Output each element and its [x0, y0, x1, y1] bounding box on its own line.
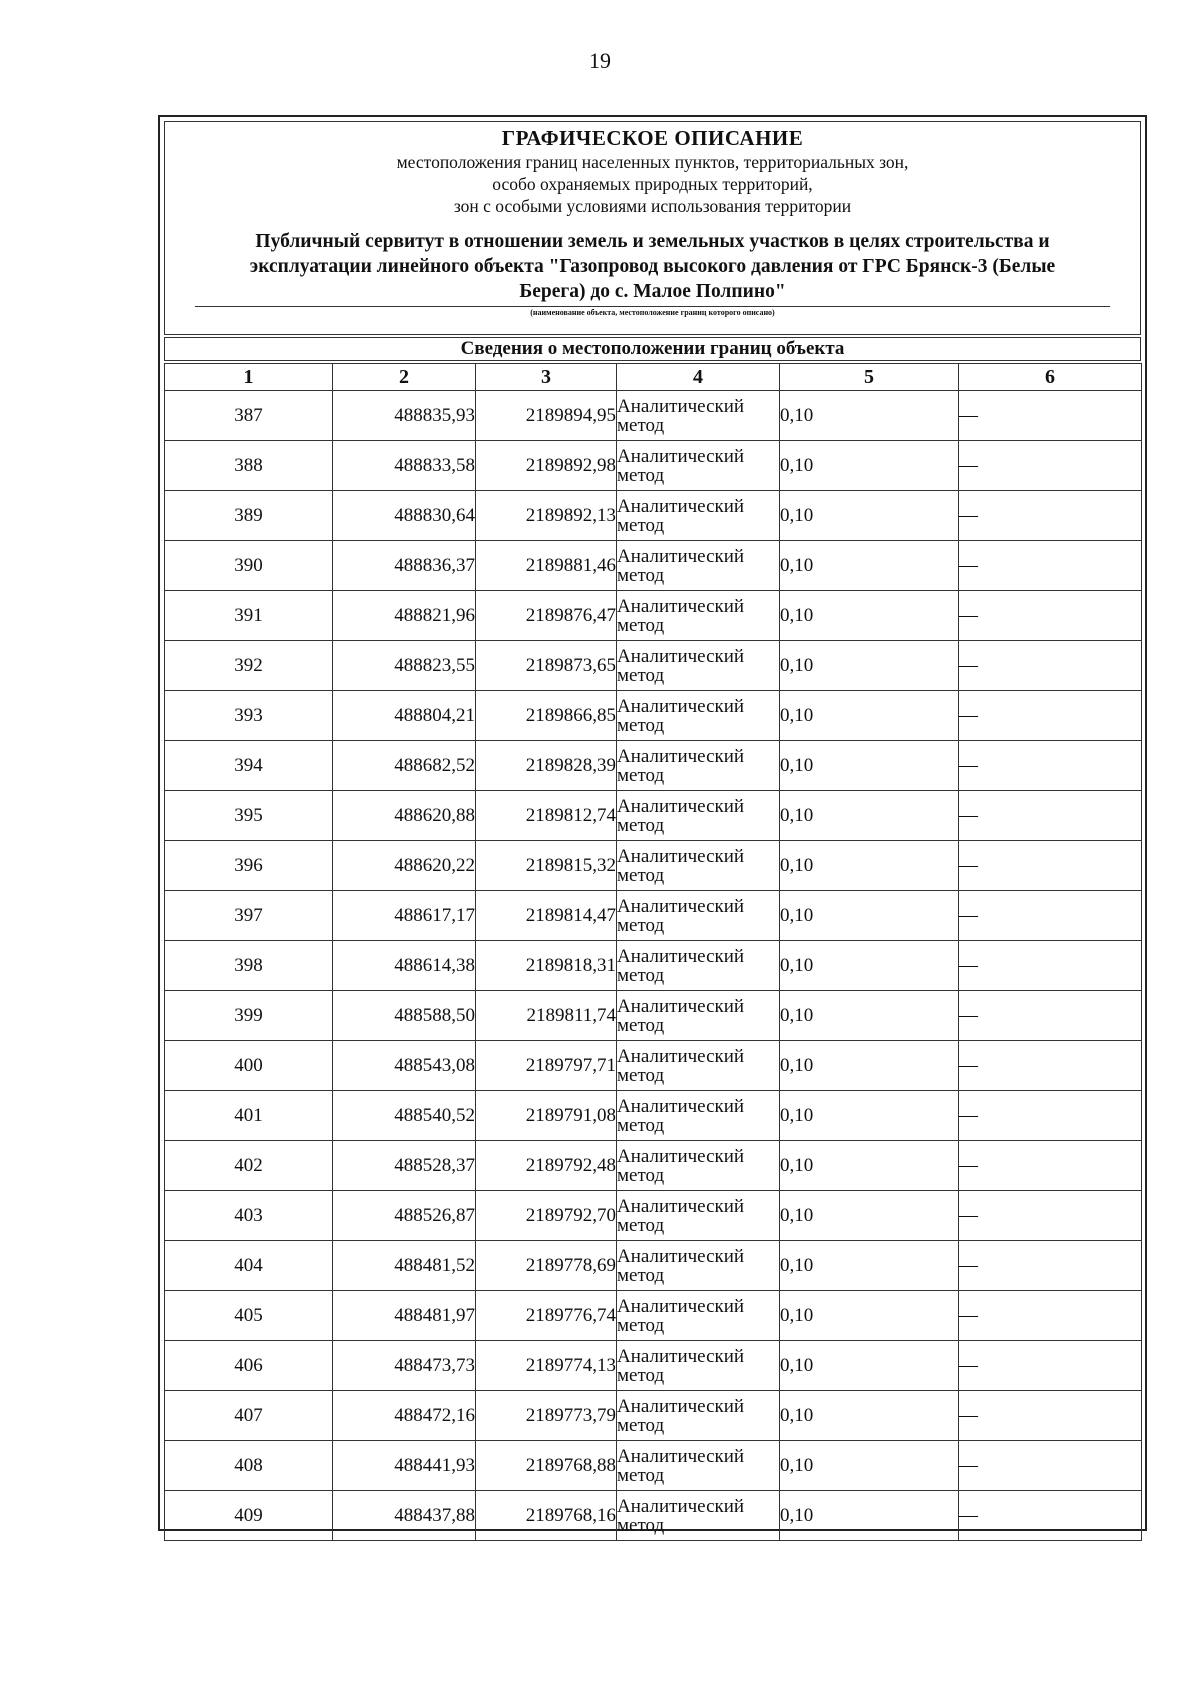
method-cell	[617, 1391, 780, 1441]
error-value: 0,10	[780, 1241, 959, 1291]
x-coordinate: 488473,73	[333, 1341, 476, 1391]
x-coordinate: 488540,52	[333, 1091, 476, 1141]
error-value: 0,10	[780, 941, 959, 991]
error-value: 0,10	[780, 1441, 959, 1491]
method-line: Аналитический	[617, 745, 745, 767]
coordinates-table	[164, 363, 1142, 1541]
x-coordinate: 488620,88	[333, 791, 476, 841]
column-header: 3	[476, 364, 617, 391]
note-dash: —	[959, 741, 1142, 791]
object-name-line: Публичный сервитут в отношении земель и земельных участков в целях строительства и	[255, 231, 1050, 252]
note-dash: —	[959, 691, 1142, 741]
method-line: Аналитический	[617, 1295, 745, 1317]
method-line: Аналитический	[617, 1195, 745, 1217]
method-line: Аналитический	[617, 1445, 745, 1467]
y-coordinate: 2189873,65	[476, 641, 617, 691]
error-value: 0,10	[780, 991, 959, 1041]
point-number: 408	[165, 1441, 333, 1491]
error-value: 0,10	[780, 891, 959, 941]
method-line: Аналитический	[617, 1495, 745, 1517]
page-number: 19	[589, 48, 611, 73]
point-number: 404	[165, 1241, 333, 1291]
y-coordinate: 2189828,39	[476, 741, 617, 791]
table-header-row	[165, 364, 1142, 391]
note-dash: —	[959, 1241, 1142, 1291]
point-number: 390	[165, 541, 333, 591]
note-dash: —	[959, 541, 1142, 591]
method-cell	[617, 391, 780, 441]
method-line: метод	[617, 464, 665, 486]
x-coordinate: 488481,52	[333, 1241, 476, 1291]
subtitle-line: местоположения границ населенных пунктов, территориальных зон,	[396, 152, 909, 172]
method-line: Аналитический	[617, 695, 745, 717]
x-coordinate: 488830,64	[333, 491, 476, 541]
note-dash: —	[959, 1091, 1142, 1141]
note-dash: —	[959, 841, 1142, 891]
table-row	[165, 841, 1142, 891]
document-frame	[158, 115, 1147, 1536]
error-value: 0,10	[780, 1391, 959, 1441]
table-row	[165, 1191, 1142, 1241]
method-cell	[617, 941, 780, 991]
point-number: 402	[165, 1141, 333, 1191]
error-value: 0,10	[780, 591, 959, 641]
point-number: 409	[165, 1491, 333, 1541]
x-coordinate: 488588,50	[333, 991, 476, 1041]
section-title: Сведения о местоположении границ объекта	[164, 337, 1141, 361]
note-dash: —	[959, 1291, 1142, 1341]
method-line: Аналитический	[617, 995, 745, 1017]
method-line: метод	[617, 1364, 665, 1386]
method-cell	[617, 491, 780, 541]
method-cell	[617, 1291, 780, 1341]
y-coordinate: 2189792,48	[476, 1141, 617, 1191]
method-cell	[617, 991, 780, 1041]
y-coordinate: 2189892,98	[476, 441, 617, 491]
point-number: 406	[165, 1341, 333, 1391]
y-coordinate: 2189866,85	[476, 691, 617, 741]
table-row	[165, 1491, 1142, 1541]
method-line: метод	[617, 1464, 665, 1486]
method-cell	[617, 1491, 780, 1541]
error-value: 0,10	[780, 391, 959, 441]
x-coordinate: 488526,87	[333, 1191, 476, 1241]
y-coordinate: 2189776,74	[476, 1291, 617, 1341]
table-row	[165, 441, 1142, 491]
point-number: 396	[165, 841, 333, 891]
y-coordinate: 2189876,47	[476, 591, 617, 641]
point-number: 401	[165, 1091, 333, 1141]
method-line: метод	[617, 1264, 665, 1286]
note-dash: —	[959, 1191, 1142, 1241]
point-number: 400	[165, 1041, 333, 1091]
note-dash: —	[959, 391, 1142, 441]
error-value: 0,10	[780, 1091, 959, 1141]
y-coordinate: 2189797,71	[476, 1041, 617, 1091]
error-value: 0,10	[780, 1291, 959, 1341]
y-coordinate: 2189768,88	[476, 1441, 617, 1491]
table-row	[165, 1441, 1142, 1491]
subtitle-line: особо охраняемых природных территорий,	[492, 174, 813, 194]
note-dash: —	[959, 1141, 1142, 1191]
method-line: метод	[617, 564, 665, 586]
table-row	[165, 891, 1142, 941]
method-cell	[617, 1341, 780, 1391]
error-value: 0,10	[780, 441, 959, 491]
method-line: метод	[617, 1414, 665, 1436]
method-cell	[617, 1041, 780, 1091]
method-line: метод	[617, 514, 665, 536]
note-dash: —	[959, 1341, 1142, 1391]
error-value: 0,10	[780, 1191, 959, 1241]
method-cell	[617, 1141, 780, 1191]
y-coordinate: 2189818,31	[476, 941, 617, 991]
x-coordinate: 488481,97	[333, 1291, 476, 1341]
method-line: метод	[617, 864, 665, 886]
y-coordinate: 2189815,32	[476, 841, 617, 891]
method-line: Аналитический	[617, 1095, 745, 1117]
method-line: метод	[617, 664, 665, 686]
table-row	[165, 1091, 1142, 1141]
point-number: 393	[165, 691, 333, 741]
table-row	[165, 491, 1142, 541]
point-number: 399	[165, 991, 333, 1041]
x-coordinate: 488620,22	[333, 841, 476, 891]
point-number: 394	[165, 741, 333, 791]
method-cell	[617, 741, 780, 791]
point-number: 397	[165, 891, 333, 941]
method-line: метод	[617, 1514, 665, 1536]
x-coordinate: 488614,38	[333, 941, 476, 991]
method-cell	[617, 891, 780, 941]
column-header: 6	[959, 364, 1142, 391]
error-value: 0,10	[780, 1491, 959, 1541]
table-row	[165, 1341, 1142, 1391]
table-row	[165, 741, 1142, 791]
point-number: 391	[165, 591, 333, 641]
method-cell	[617, 1091, 780, 1141]
method-line: метод	[617, 1314, 665, 1336]
note-dash: —	[959, 1391, 1142, 1441]
note-dash: —	[959, 1491, 1142, 1541]
x-coordinate: 488835,93	[333, 391, 476, 441]
error-value: 0,10	[780, 741, 959, 791]
doc-title: ГРАФИЧЕСКОЕ ОПИСАНИЕ	[501, 126, 804, 150]
method-line: Аналитический	[617, 1395, 745, 1417]
method-cell	[617, 591, 780, 641]
x-coordinate: 488836,37	[333, 541, 476, 591]
method-cell	[617, 441, 780, 491]
method-cell	[617, 691, 780, 741]
y-coordinate: 2189892,13	[476, 491, 617, 541]
object-name-caption: (наименование объекта, местоположение границ которого описано)	[530, 308, 775, 317]
x-coordinate: 488617,17	[333, 891, 476, 941]
method-line: Аналитический	[617, 545, 745, 567]
x-coordinate: 488804,21	[333, 691, 476, 741]
method-line: Аналитический	[617, 895, 745, 917]
x-coordinate: 488823,55	[333, 641, 476, 691]
subtitle-line: зон с особыми условиями использования территории	[453, 196, 852, 216]
error-value: 0,10	[780, 641, 959, 691]
method-line: Аналитический	[617, 495, 745, 517]
table-row	[165, 1241, 1142, 1291]
method-line: Аналитический	[617, 395, 745, 417]
column-header: 1	[165, 364, 333, 391]
method-line: метод	[617, 964, 665, 986]
error-value: 0,10	[780, 491, 959, 541]
note-dash: —	[959, 641, 1142, 691]
method-line: метод	[617, 614, 665, 636]
method-line: метод	[617, 914, 665, 936]
y-coordinate: 2189773,79	[476, 1391, 617, 1441]
method-line: Аналитический	[617, 1245, 745, 1267]
method-cell	[617, 541, 780, 591]
method-line: метод	[617, 814, 665, 836]
error-value: 0,10	[780, 841, 959, 891]
note-dash: —	[959, 1441, 1142, 1491]
object-name	[165, 229, 1140, 304]
note-dash: —	[959, 591, 1142, 641]
method-line: метод	[617, 1014, 665, 1036]
y-coordinate: 2189812,74	[476, 791, 617, 841]
y-coordinate: 2189791,08	[476, 1091, 617, 1141]
point-number: 407	[165, 1391, 333, 1441]
method-line: Аналитический	[617, 945, 745, 967]
y-coordinate: 2189768,16	[476, 1491, 617, 1541]
y-coordinate: 2189894,95	[476, 391, 617, 441]
note-dash: —	[959, 441, 1142, 491]
note-dash: —	[959, 1041, 1142, 1091]
method-line: Аналитический	[617, 1045, 745, 1067]
y-coordinate: 2189778,69	[476, 1241, 617, 1291]
point-number: 389	[165, 491, 333, 541]
note-dash: —	[959, 791, 1142, 841]
note-dash: —	[959, 891, 1142, 941]
error-value: 0,10	[780, 691, 959, 741]
method-cell	[617, 1191, 780, 1241]
error-value: 0,10	[780, 1141, 959, 1191]
method-line: метод	[617, 1164, 665, 1186]
point-number: 405	[165, 1291, 333, 1341]
point-number: 392	[165, 641, 333, 691]
table-row	[165, 791, 1142, 841]
x-coordinate: 488437,88	[333, 1491, 476, 1541]
x-coordinate: 488441,93	[333, 1441, 476, 1491]
error-value: 0,10	[780, 1341, 959, 1391]
y-coordinate: 2189792,70	[476, 1191, 617, 1241]
point-number: 387	[165, 391, 333, 441]
method-line: Аналитический	[617, 1145, 745, 1167]
y-coordinate: 2189774,13	[476, 1341, 617, 1391]
y-coordinate: 2189881,46	[476, 541, 617, 591]
error-value: 0,10	[780, 791, 959, 841]
error-value: 0,10	[780, 541, 959, 591]
column-header: 2	[333, 364, 476, 391]
x-coordinate: 488543,08	[333, 1041, 476, 1091]
table-row	[165, 1291, 1142, 1341]
y-coordinate: 2189811,74	[476, 991, 617, 1041]
table-row	[165, 1141, 1142, 1191]
note-dash: —	[959, 491, 1142, 541]
x-coordinate: 488528,37	[333, 1141, 476, 1191]
table-body	[165, 391, 1142, 1541]
table-row	[165, 1041, 1142, 1091]
point-number: 398	[165, 941, 333, 991]
method-line: Аналитический	[617, 445, 745, 467]
table-row	[165, 691, 1142, 741]
header-box	[164, 121, 1141, 335]
x-coordinate: 488472,16	[333, 1391, 476, 1441]
method-cell	[617, 791, 780, 841]
method-line: метод	[617, 1064, 665, 1086]
method-line: Аналитический	[617, 795, 745, 817]
error-value: 0,10	[780, 1041, 959, 1091]
point-number: 403	[165, 1191, 333, 1241]
x-coordinate: 488682,52	[333, 741, 476, 791]
object-name-line: Берега) до с. Малое Полпино"	[519, 281, 786, 302]
method-cell	[617, 1441, 780, 1491]
note-dash: —	[959, 991, 1142, 1041]
method-line: метод	[617, 764, 665, 786]
column-header: 4	[617, 364, 780, 391]
column-header: 5	[780, 364, 959, 391]
table-row	[165, 941, 1142, 991]
x-coordinate: 488833,58	[333, 441, 476, 491]
table-row	[165, 391, 1142, 441]
method-cell	[617, 841, 780, 891]
method-line: Аналитический	[617, 645, 745, 667]
method-line: Аналитический	[617, 595, 745, 617]
table-row	[165, 1391, 1142, 1441]
method-cell	[617, 1241, 780, 1291]
table-row	[165, 541, 1142, 591]
method-line: Аналитический	[617, 1345, 745, 1367]
method-line: метод	[617, 714, 665, 736]
table-row	[165, 991, 1142, 1041]
point-number: 388	[165, 441, 333, 491]
x-coordinate: 488821,96	[333, 591, 476, 641]
table-row	[165, 641, 1142, 691]
note-dash: —	[959, 941, 1142, 991]
table-row	[165, 591, 1142, 641]
method-cell	[617, 641, 780, 691]
method-line: метод	[617, 1214, 665, 1236]
method-line: метод	[617, 1114, 665, 1136]
method-line: метод	[617, 414, 665, 436]
point-number: 395	[165, 791, 333, 841]
method-line: Аналитический	[617, 845, 745, 867]
y-coordinate: 2189814,47	[476, 891, 617, 941]
object-name-line: эксплуатации линейного объекта "Газопровод высокого давления от ГРС Брянск-3 (Белые	[249, 256, 1056, 277]
